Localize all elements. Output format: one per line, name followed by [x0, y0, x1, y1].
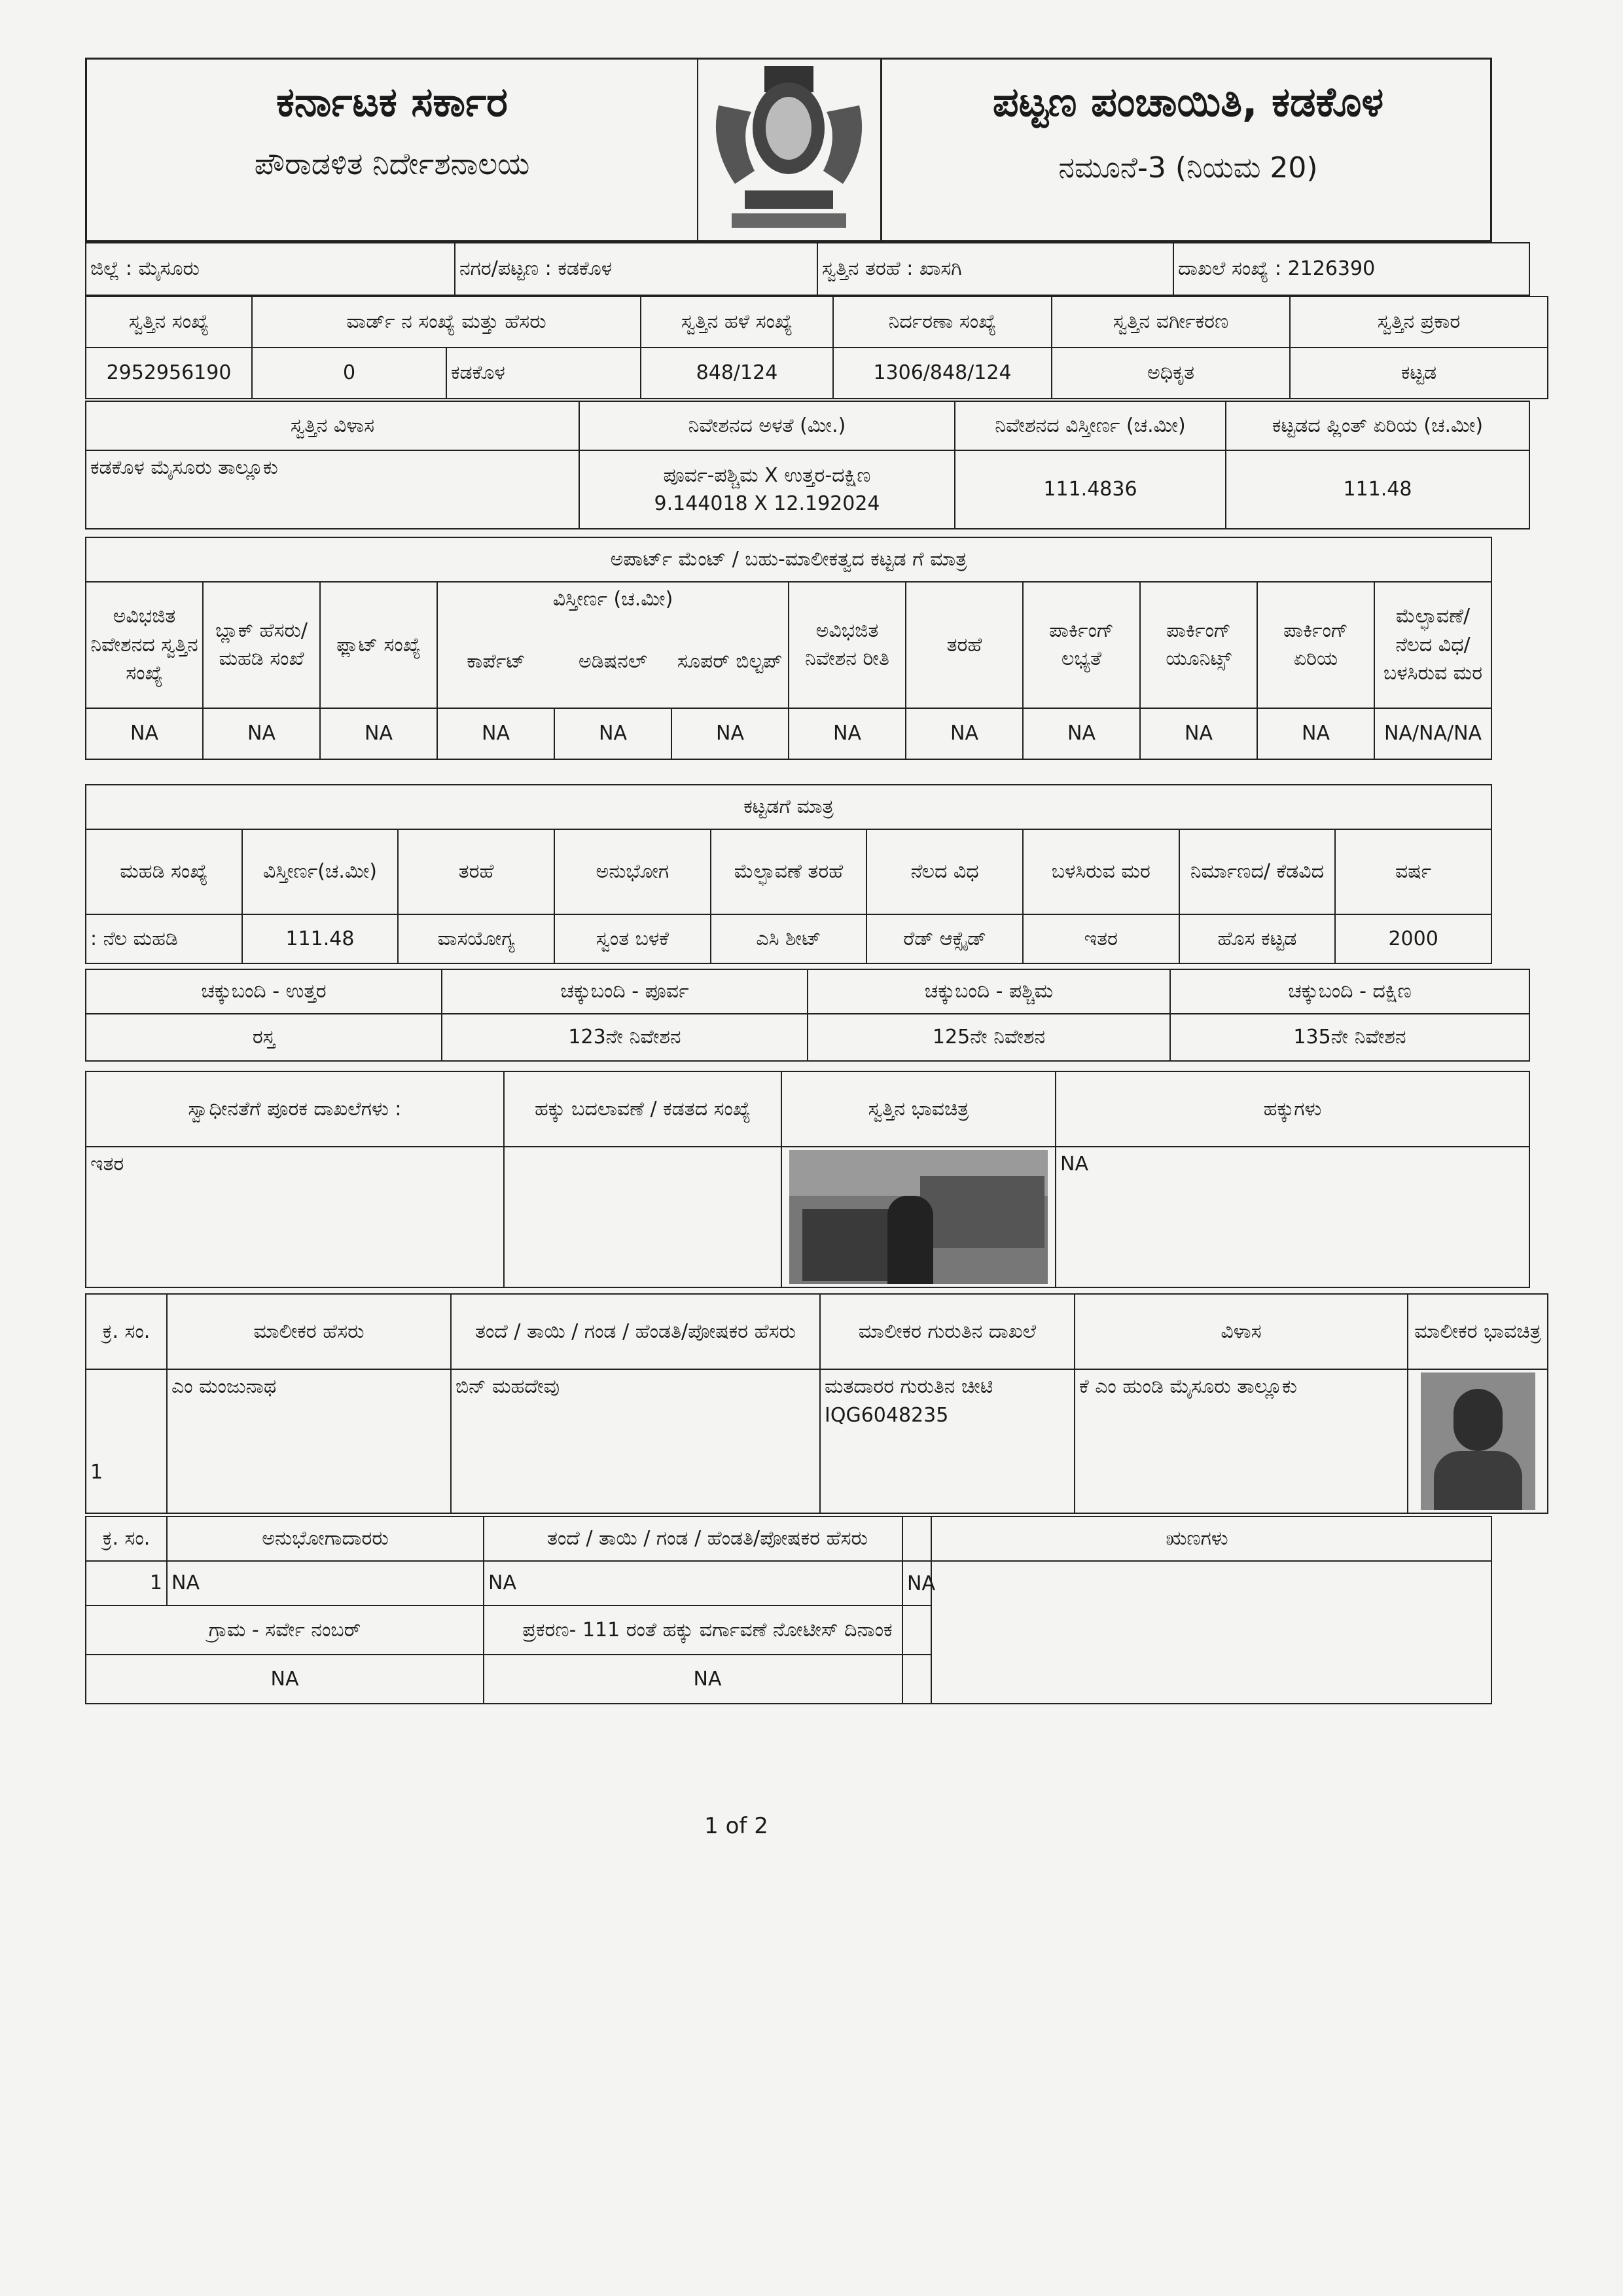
addr-header-address: ಸ್ವತ್ತಿನ ವಿಳಾಸ [86, 401, 579, 450]
addr-dimensions [579, 450, 955, 529]
prop-class: ಅಧಿಕೃತ [1052, 348, 1290, 399]
bound-west: 125ನೇ ನಿವೇಶನ [808, 1014, 1170, 1061]
rights-h-rights: ಹಕ್ಕುಗಳು [1056, 1071, 1529, 1147]
bldg-area: 111.48 [242, 914, 399, 963]
record-number-cell: ದಾಖಲೆ ಸಂಖ್ಯೆ : 2126390 [1173, 243, 1529, 295]
bldg-h-kind: ತರಹೆ [398, 829, 554, 914]
apt-value: NA [554, 708, 671, 759]
bldg-title: ಕಟ್ಟಡಗೆ ಮಾತ್ರ [86, 785, 1491, 829]
property-table [85, 296, 1492, 401]
owner-relation: ಬಿನ್ ಮಹದೇವು [451, 1369, 820, 1513]
bldg-h-usage: ಅನುಭೋಗ [554, 829, 711, 914]
owner-h-address: ವಿಳಾಸ [1075, 1294, 1408, 1369]
apt-value: NA [320, 708, 437, 759]
bound-h-west: ಚಕ್ಕುಬಂದಿ - ಪಶ್ಚಿಮ [808, 969, 1170, 1014]
rights-docs: ಇತರ [86, 1147, 504, 1287]
owner-id-number: IQG6048235 [825, 1403, 949, 1427]
ward-name: ಕಡಕೊಳ [446, 348, 641, 399]
addr-header-dim: ನಿವೇಶನದ ಅಳತೆ (ಮೀ.) [579, 401, 955, 450]
property-kind-cell: ಸ್ವತ್ತಿನ ತರಹೆ : ಖಾಸಗಿ [817, 243, 1173, 295]
occ-sl: 1 [86, 1561, 167, 1605]
rights-h-docs: ಸ್ವಾಧೀನತೆಗೆ ಪೂರಕ ದಾಖಲೆಗಳು : [86, 1071, 504, 1147]
owner-photo [1421, 1372, 1535, 1510]
bound-h-east: ಚಕ್ಕುಬಂದಿ - ಪೂರ್ವ [442, 969, 808, 1014]
bldg-h-area: ವಿಸ್ತೀರ್ಣ(ಚ.ಮೀ) [242, 829, 399, 914]
addr-dim-label: ಪೂರ್ವ-ಪಶ್ಚಿಮ X ಉತ್ತರ-ದಕ್ಷಿಣ [663, 463, 871, 487]
addr-address: ಕಡಕೊಳ ಮೈಸೂರು ತಾಲ್ಲೂಕು [86, 450, 579, 529]
apt-title: ಅಪಾರ್ಟ್ ಮೆಂಟ್ / ಬಹು-ಮಾಲೀಕತ್ವದ ಕಟ್ಟಡ ಗೆ ಮಾತ್ರ [86, 537, 1491, 582]
bldg-construction: ಹೊಸ ಕಟ್ಟಡ [1179, 914, 1336, 963]
form-number: ನಮೂನೆ-3 (ನಿಯಮ 20) [1058, 151, 1318, 185]
apt-h-parking-area: ಪಾರ್ಕಿಂಗ್ ಏರಿಯ [1257, 582, 1374, 708]
apt-value: NA [1140, 708, 1257, 759]
liabilities-blank [902, 1605, 1491, 1704]
prop-header-class: ಸ್ವತ್ತಿನ ವರ್ಗೀಕರಣ [1052, 296, 1290, 348]
addr-site-area: 111.4836 [955, 450, 1226, 529]
occ-h-survey: ಗ್ರಾಮ - ಸರ್ವೇ ನಂಬರ್ [86, 1605, 484, 1655]
apt-value: NA [203, 708, 320, 759]
apt-h-superbuilt: ಸೂಪರ್ ಬಿಲ್ಟಪ್ [671, 617, 789, 708]
owner-h-photo: ಮಾಲೀಕರ ಭಾವಚಿತ್ರ [1408, 1294, 1548, 1369]
owner-id [820, 1369, 1075, 1513]
apt-value: NA [86, 708, 203, 759]
apt-value: NA [437, 708, 554, 759]
directorate-title: ಪೌರಾಡಳಿತ ನಿರ್ದೇಶನಾಲಯ [254, 146, 530, 181]
apt-h-parking-units: ಪಾರ್ಕಿಂಗ್ ಯೂನಿಟ್ಸ್ [1140, 582, 1257, 708]
apt-h-additional: ಅಡಿಷನಲ್ [554, 617, 671, 708]
owner-name: ಎಂ ಮಂಜುನಾಥ [167, 1369, 451, 1513]
bldg-roof: ಎಸಿ ಶೀಟ್ [711, 914, 867, 963]
owner-id-type: ಮತದಾರರ ಗುರುತಿನ ಚೀಟಿ [825, 1375, 993, 1398]
addr-dim-value: 9.144018 X 12.192024 [654, 492, 880, 515]
prop-type: ಕಟ್ಟಡ [1290, 348, 1548, 399]
bldg-usage: ಸ್ವಂತ ಬಳಕೆ [554, 914, 711, 963]
apt-h-undivided: ಅವಿಭಜಿತ ನಿವೇಶನದ ಸ್ವತ್ತಿನ ಸಂಖ್ಯೆ [86, 582, 203, 708]
owner-h-name: ಮಾಲೀಕರ ಹೆಸರು [167, 1294, 451, 1369]
apt-h-carpet: ಕಾರ್ಪೆಟ್ [437, 617, 554, 708]
occ-h-liabilities: ಋಣಗಳು [902, 1516, 1491, 1561]
prop-id: 2952956190 [86, 348, 252, 399]
rights-transfer [504, 1147, 781, 1287]
addr-header-plinth: ಕಟ್ಟಡದ ಪ್ಲಿಂತ್ ಏರಿಯ (ಚ.ಮೀ) [1226, 401, 1529, 450]
apt-value: NA [671, 708, 789, 759]
occ-h-relation: ತಂದೆ / ತಾಯಿ / ಗಂಡ / ಹೆಂಡತಿ/ಪೋಷಕರ ಹೆಸರು [484, 1516, 931, 1561]
rights-h-photo: ಸ್ವತ್ತಿನ ಭಾವಚಿತ್ರ [781, 1071, 1056, 1147]
bldg-floor-type: ರೆಡ್ ಆಕ್ಸೈಡ್ [866, 914, 1023, 963]
boundaries-table [85, 969, 1492, 1067]
apt-h-flat: ಫ್ಲಾಟ್ ಸಂಖ್ಯೆ [320, 582, 437, 708]
owner-sl: 1 [86, 1369, 167, 1513]
apt-value: NA [789, 708, 906, 759]
district-cell: ಜಿಲ್ಲೆ : ಮೈಸೂರು [86, 243, 455, 295]
bldg-h-floor-type: ನೆಲದ ವಿಧ [866, 829, 1023, 914]
town-cell: ನಗರ/ಪಟ್ಟಣ : ಕಡಕೊಳ [455, 243, 817, 295]
occ-notice: NA [484, 1655, 931, 1704]
property-photo-cell [781, 1147, 1056, 1287]
occ-h-notice: ಪ್ರಕರಣ- 111 ರಂತೆ ಹಕ್ಕು ವರ್ಗಾವಣೆ ನೋಟೀಸ್ ದಿನಾಂಕ [484, 1605, 931, 1655]
address-table [85, 401, 1492, 531]
prop-header-id: ಸ್ವತ್ತಿನ ಸಂಖ್ಯೆ [86, 296, 252, 348]
bound-h-south: ಚಕ್ಕುಬಂದಿ - ದಕ್ಷಿಣ [1170, 969, 1529, 1014]
prop-old-no: 848/124 [641, 348, 833, 399]
owner-h-relation: ತಂದೆ / ತಾಯಿ / ಗಂಡ / ಹೆಂಡತಿ/ಪೋಷಕರ ಹೆಸರು [451, 1294, 820, 1369]
apt-h-block: ಬ್ಲಾಕ್ ಹೆಸರು/ ಮಹಡಿ ಸಂಖೆ [203, 582, 320, 708]
prop-header-ward: ವಾರ್ಡ್ ನ ಸಂಖ್ಯೆ ಮತ್ತು ಹೆಸರು [252, 296, 641, 348]
owner-h-sl: ಕ್ರ. ಸಂ. [86, 1294, 167, 1369]
addr-plinth: 111.48 [1226, 450, 1529, 529]
addr-header-site-area: ನಿವೇಶನದ ವಿಸ್ತೀರ್ಣ (ಚ.ಮೀ) [955, 401, 1226, 450]
apt-h-kind: ತರಹೆ [906, 582, 1023, 708]
bldg-h-roof: ಮೆಲ್ಛಾವಣೆ ತರಹೆ [711, 829, 867, 914]
bldg-h-year: ವರ್ಷ [1335, 829, 1491, 914]
owner-address: ಕೆ ಎಂ ಹುಂಡಿ ಮೈಸೂರು ತಾಲ್ಲೂಕು [1075, 1369, 1408, 1513]
apt-h-parking-avail: ಪಾರ್ಕಿಂಗ್ ಲಭ್ಯತೆ [1023, 582, 1140, 708]
occ-survey: NA [86, 1655, 484, 1704]
bldg-wood: ಇತರ [1023, 914, 1179, 963]
bldg-kind: ವಾಸಯೋಗ್ಯ [398, 914, 554, 963]
prop-header-old-no: ಸ್ವತ್ತಿನ ಹಳೆ ಸಂಖ್ಯೆ [641, 296, 833, 348]
bldg-floor: : ನೆಲ ಮಹಡಿ [86, 914, 242, 963]
bound-south: 135ನೇ ನಿವೇಶನ [1170, 1014, 1529, 1061]
info-row [85, 242, 1492, 296]
panchayat-title: ಪಟ್ಟಣ ಪಂಚಾಯಿತಿ, ಕಡಕೊಳ [992, 78, 1384, 126]
apt-h-area: ವಿಸ್ತೀರ್ಣ (ಚ.ಮೀ) [437, 582, 789, 617]
apt-value: NA [1023, 708, 1140, 759]
bldg-h-construction: ನಿರ್ಮಾಣದ/ ಕೆಡವಿದ [1179, 829, 1336, 914]
ward-number: 0 [252, 348, 446, 399]
rights-h-transfer: ಹಕ್ಕು ಬದಲಾವಣೆ / ಕಡತದ ಸಂಖ್ಯೆ [504, 1071, 781, 1147]
page-number: 1 of 2 [704, 1813, 768, 1839]
owner-photo-cell [1408, 1369, 1548, 1513]
prop-header-type: ಸ್ವತ್ತಿನ ಪ್ರಕಾರ [1290, 296, 1548, 348]
building-table [85, 784, 1492, 967]
owner-h-id: ಮಾಲೀಕರ ಗುರುತಿನ ದಾಖಲೆ [820, 1294, 1075, 1369]
state-emblem-icon [705, 66, 872, 240]
occ-name: NA [167, 1561, 484, 1605]
govt-title: ಕರ್ನಾಟಕ ಸರ್ಕಾರ [276, 78, 508, 126]
property-photo [789, 1150, 1048, 1284]
apt-value: NA [1257, 708, 1374, 759]
owner-table [85, 1293, 1541, 1516]
bldg-year: 2000 [1335, 914, 1491, 963]
header-divider-left [697, 60, 698, 240]
rights-value: NA [1056, 1147, 1529, 1287]
bound-h-north: ಚಕ್ಕುಬಂದಿ - ಉತ್ತರ [86, 969, 442, 1014]
header-box [85, 58, 1492, 242]
prop-header-assess-no: ನಿರ್ದರಣಾ ಸಂಖ್ಯೆ [833, 296, 1052, 348]
apt-value: NA/NA/NA [1374, 708, 1491, 759]
bldg-h-floor: ಮಹಡಿ ಸಂಖ್ಯೆ [86, 829, 242, 914]
liabilities-table [902, 1516, 1492, 1712]
occ-h-sl: ಕ್ರ. ಸಂ. [86, 1516, 167, 1561]
occ-liabilities: NA [902, 1561, 1491, 1605]
bound-north: ರಸ್ತ [86, 1014, 442, 1061]
occ-h-name: ಅನುಭೋಗಾದಾರರು [167, 1516, 484, 1561]
apt-value: NA [906, 708, 1023, 759]
prop-assess-no: 1306/848/124 [833, 348, 1052, 399]
apt-h-method: ಅವಿಭಜಿತ ನಿವೇಶನ ರೀತಿ [789, 582, 906, 708]
bldg-h-wood: ಬಳಸಿರುವ ಮರ [1023, 829, 1179, 914]
apt-h-roof: ಮೆಲ್ಛಾವಣೆ/ನೆಲದ ವಿಧ/ಬಳಸಿರುವ ಮರ [1374, 582, 1491, 708]
bound-east: 123ನೇ ನಿವೇಶನ [442, 1014, 808, 1061]
occ-relation: NA [484, 1561, 931, 1605]
apartment-table [85, 537, 1492, 779]
rights-table [85, 1071, 1492, 1293]
occupant-table [85, 1516, 903, 1712]
